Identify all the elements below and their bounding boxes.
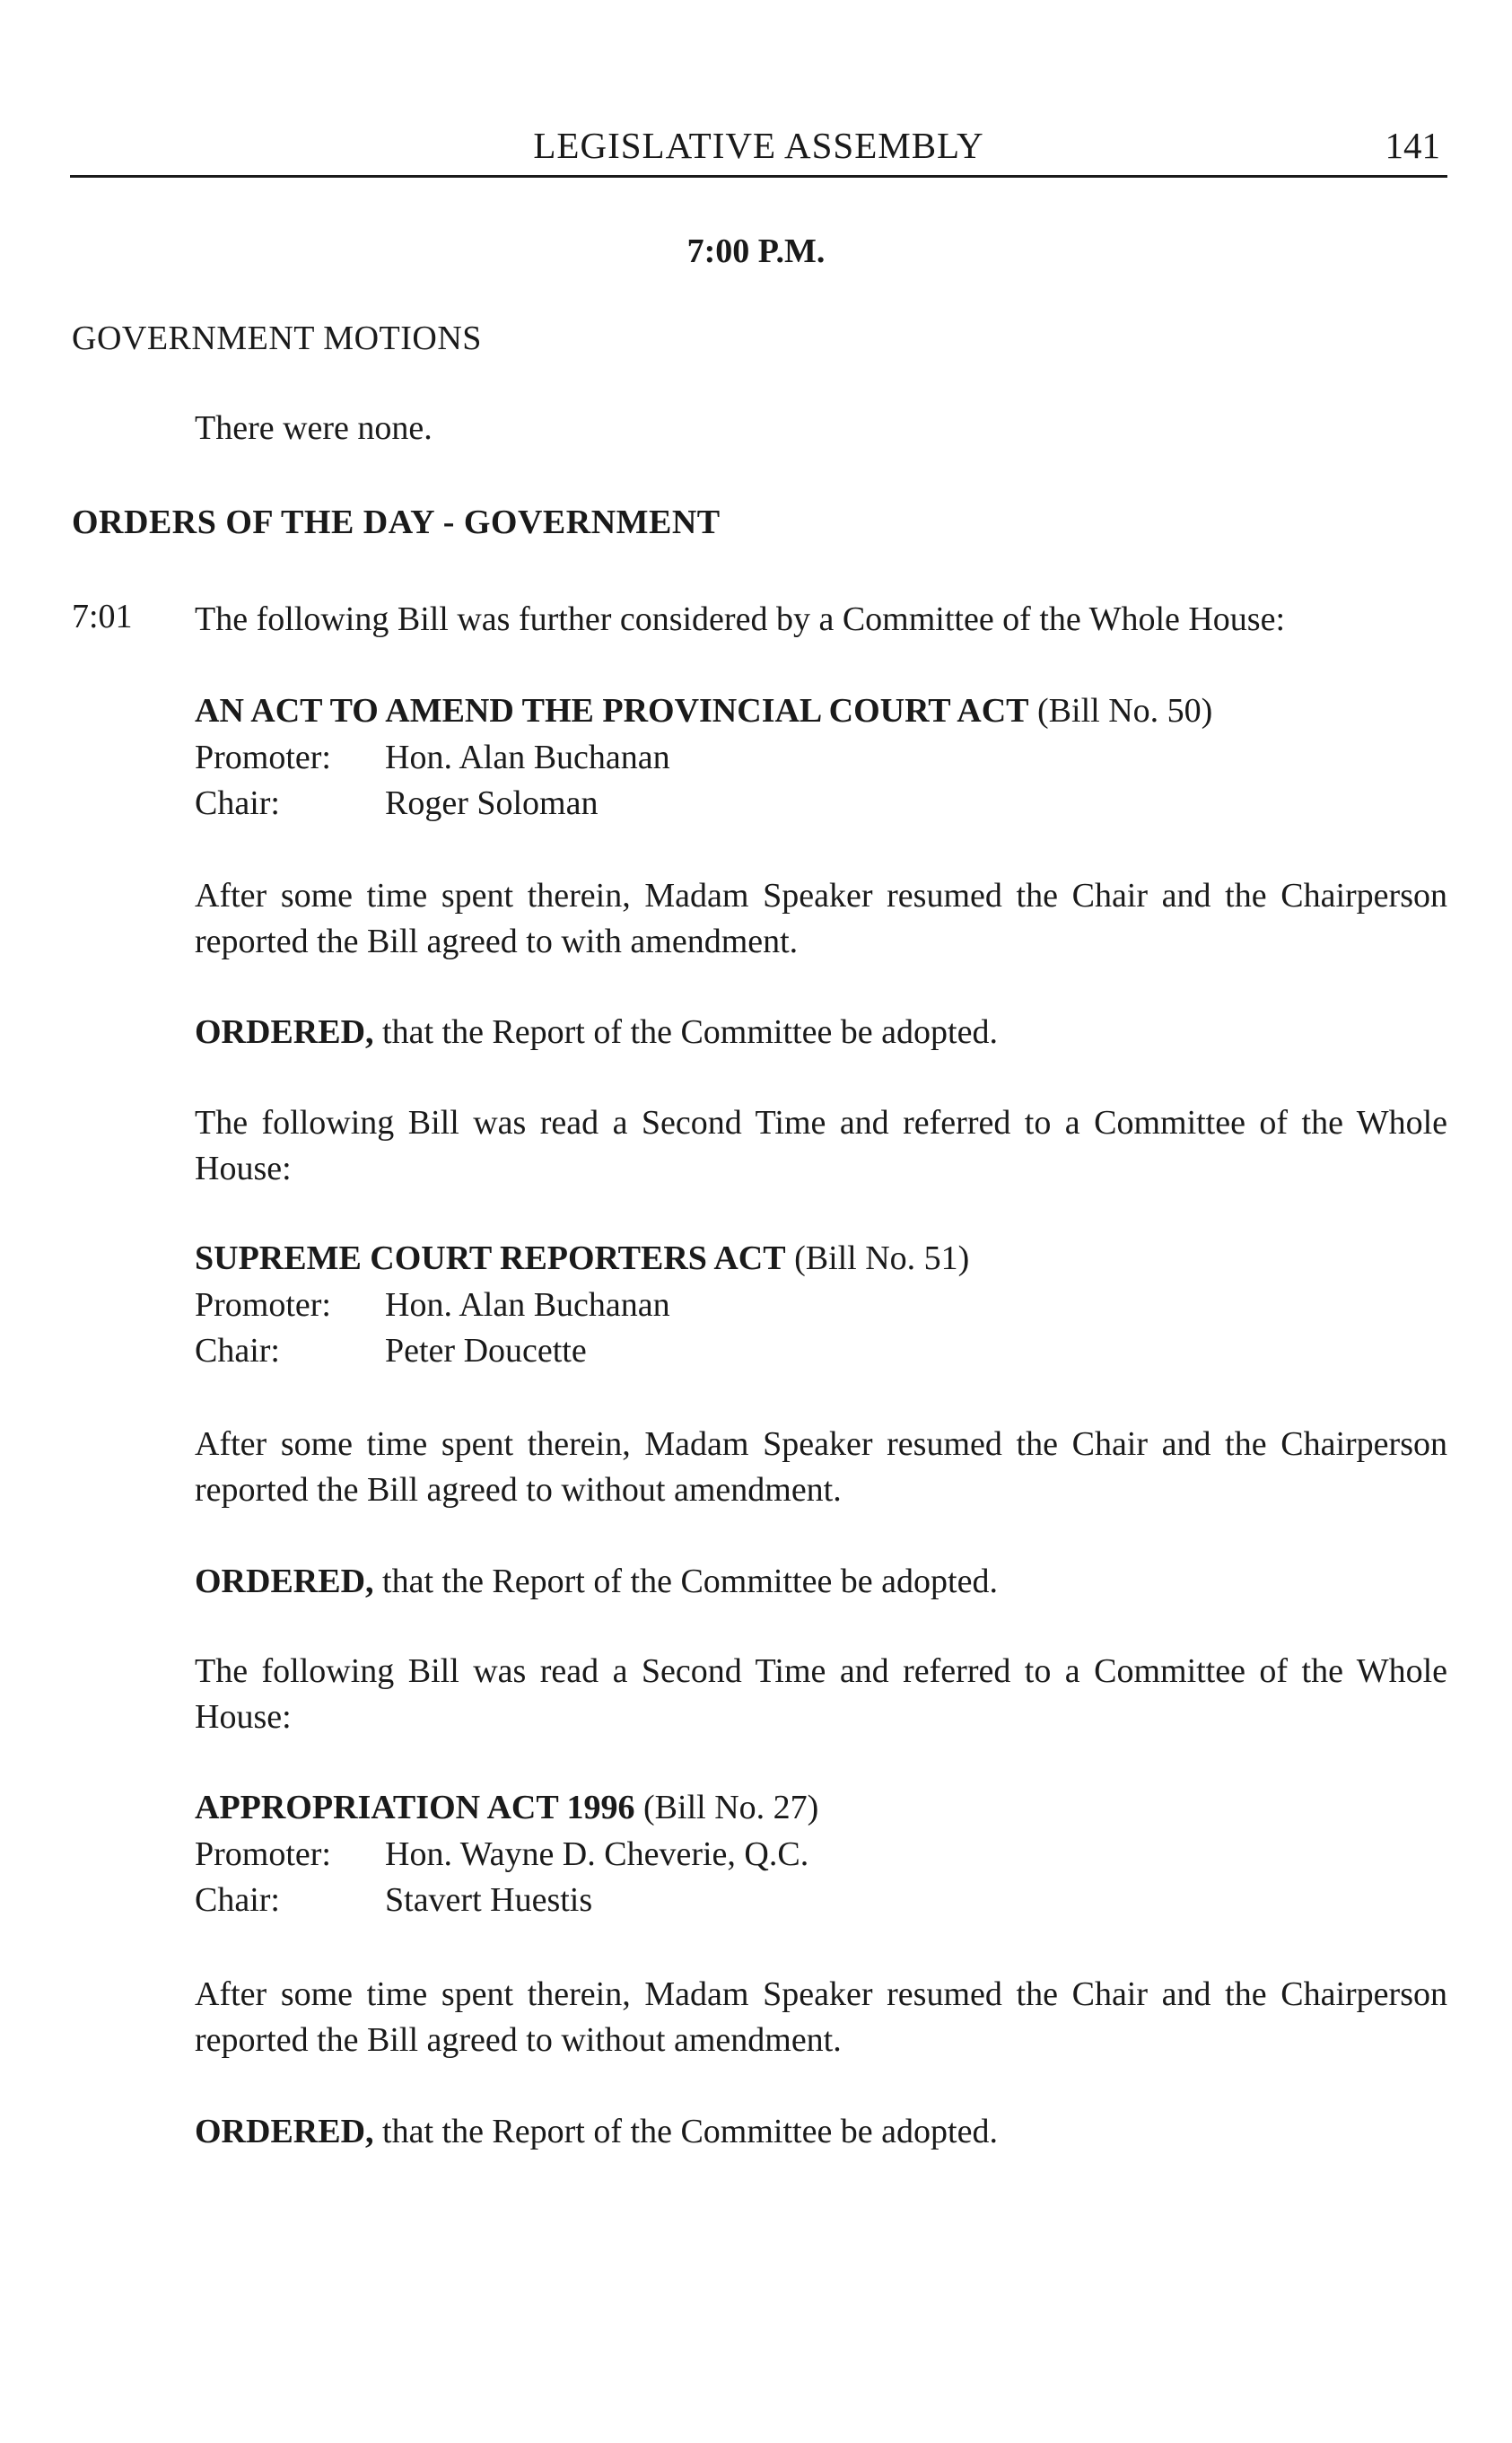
ordered-text: that the Report of the Committee be adopted. <box>373 1013 998 1051</box>
section-heading-government-motions: GOVERNMENT MOTIONS <box>72 320 482 357</box>
bill-promoter <box>195 738 670 777</box>
ordered-paragraph <box>195 1010 1447 1055</box>
ordered-paragraph <box>195 1559 1447 1605</box>
chair-name: Peter Doucette <box>385 1332 587 1370</box>
promoter-label: Promoter: <box>195 1835 331 1873</box>
chair-name: Roger Soloman <box>385 784 599 822</box>
bill-chair <box>195 784 598 823</box>
page-number: 141 <box>1385 125 1440 166</box>
second-reading-intro: The following Bill was read a Second Time and referred to a Committee of the Whole House: <box>195 1104 1447 1187</box>
bill-number: (Bill No. 50) <box>1037 692 1213 730</box>
chair-name: Stavert Huestis <box>385 1881 593 1919</box>
ordered-lead: ORDERED, <box>195 1563 374 1600</box>
government-motions-text: There were none. <box>195 409 433 447</box>
chair-label: Chair: <box>195 1332 280 1370</box>
section-heading-orders-of-the-day: ORDERS OF THE DAY - GOVERNMENT <box>72 503 721 541</box>
promoter-name: Hon. Wayne D. Cheverie, Q.C. <box>385 1835 809 1873</box>
bill-number: (Bill No. 51) <box>794 1239 970 1277</box>
page-header <box>70 124 1447 176</box>
bill-title-line <box>195 1239 969 1278</box>
chair-label: Chair: <box>195 1881 280 1919</box>
ordered-paragraph <box>195 2109 1447 2155</box>
bill-number: (Bill No. 27) <box>643 1789 819 1826</box>
header-title: LEGISLATIVE ASSEMBLY <box>533 125 984 166</box>
ordered-lead: ORDERED, <box>195 2113 374 2150</box>
bill-title-line <box>195 1788 818 1827</box>
bill-promoter <box>195 1285 670 1325</box>
committee-report: After some time spent therein, Madam Speaker resumed the Chair and the Chairperson reported the Bill agreed to with amendment. <box>195 877 1447 960</box>
promoter-label: Promoter: <box>195 1286 331 1324</box>
promoter-name: Hon. Alan Buchanan <box>385 739 670 776</box>
timestamp: 7:01 <box>72 598 133 635</box>
time-heading: 7:00 P.M. <box>686 232 826 270</box>
ordered-lead: ORDERED, <box>195 1013 374 1051</box>
ordered-text: that the Report of the Committee be adopted. <box>373 2113 998 2150</box>
promoter-label: Promoter: <box>195 739 331 776</box>
bill-title: APPROPRIATION ACT 1996 <box>195 1789 635 1826</box>
orders-intro: The following Bill was further considered by a Committee of the Whole House: <box>195 600 1286 638</box>
chair-label: Chair: <box>195 784 280 822</box>
second-reading-intro: The following Bill was read a Second Time and referred to a Committee of the Whole House: <box>195 1652 1447 1736</box>
bill-promoter <box>195 1834 808 1874</box>
committee-report: After some time spent therein, Madam Speaker resumed the Chair and the Chairperson reported the Bill agreed to without amendment. <box>195 1425 1447 1509</box>
bill-title: SUPREME COURT REPORTERS ACT <box>195 1239 786 1277</box>
ordered-text: that the Report of the Committee be adopted. <box>373 1563 998 1600</box>
committee-report: After some time spent therein, Madam Speaker resumed the Chair and the Chairperson reported the Bill agreed to without amendment. <box>195 1975 1447 2059</box>
bill-chair <box>195 1880 592 1920</box>
bill-chair <box>195 1331 587 1370</box>
bill-title-line <box>195 691 1212 731</box>
promoter-name: Hon. Alan Buchanan <box>385 1286 670 1324</box>
bill-title: AN ACT TO AMEND THE PROVINCIAL COURT ACT <box>195 692 1029 730</box>
header-rule <box>70 175 1447 178</box>
